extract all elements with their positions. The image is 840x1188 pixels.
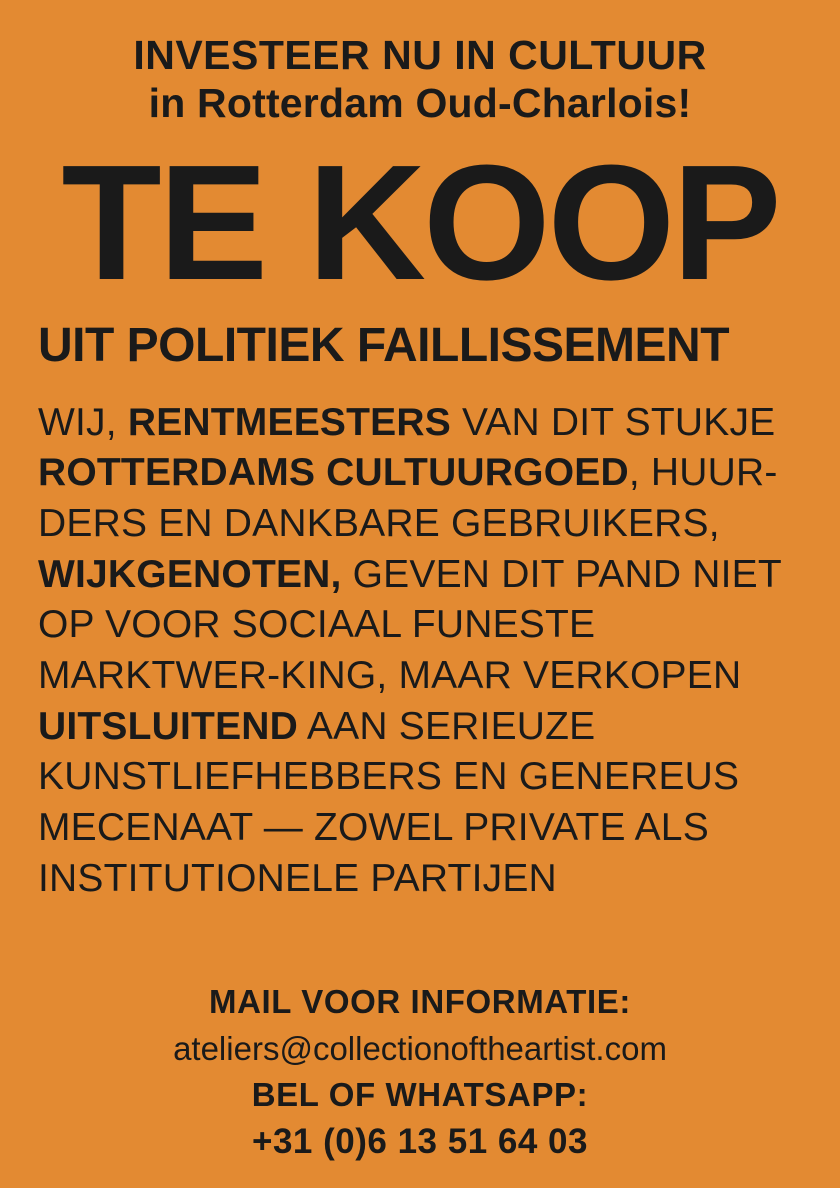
page-title: TE KOOP [61, 131, 779, 315]
spacer [38, 904, 802, 954]
phone-label: BEL OF WHATSAPP: [251, 1075, 589, 1113]
contact-phone[interactable]: +31 (0)6 13 51 64 03 [252, 1122, 588, 1162]
contact-email[interactable]: ateliers@collectionoftheartist.com [173, 1029, 667, 1067]
body-copy: WIJ, RENTMEESTERS VAN DIT STUKJE ROTTERDAMS CULTUURGOED, HUUR-DERS EN DANKBARE GEBRUIKERS, WIJKGENOTEN, GEVEN DIT PAND NIET OP VOOR SOCIAAL FUNESTE MARKTWER-KING, MAAR VERKOPEN UITSLUITEND AAN SERIEUZE KUNSTLIEFHEBBERS EN GENEREUS MECENAAT — ZOWEL PRIVATE ALS INSTITUTIONELE PARTIJEN [38, 400, 782, 900]
kicker-line-1: INVESTEER NU IN CULTUUR [133, 32, 707, 78]
subheadline: UIT POLITIEK FAILLISSEMENT [38, 319, 730, 373]
contact-block [38, 980, 802, 1168]
headline-block [38, 34, 802, 130]
kicker-line-2: in Rotterdam Oud-Charlois! [148, 80, 692, 127]
mail-label: MAIL VOOR INFORMATIE: [208, 983, 632, 1021]
